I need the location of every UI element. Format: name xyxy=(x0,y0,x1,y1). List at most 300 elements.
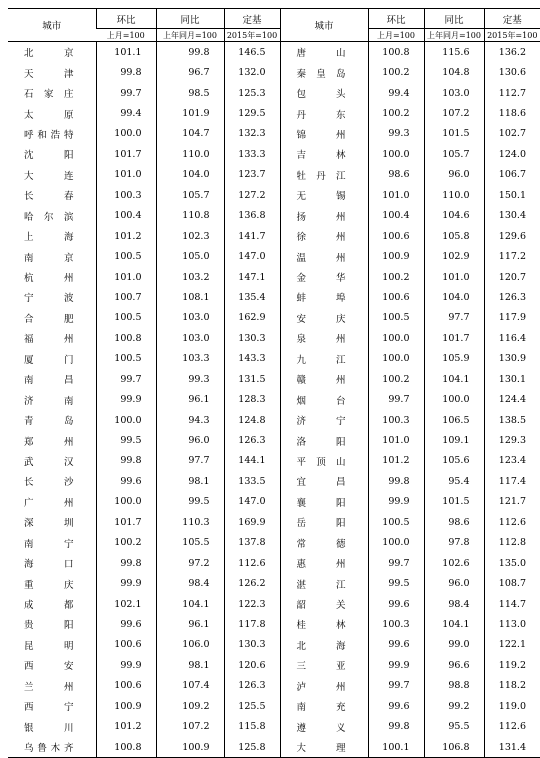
cell-left-mom: 100.7 xyxy=(96,287,156,307)
table-row xyxy=(8,226,540,246)
cell-right-yoy: 115.6 xyxy=(424,42,484,63)
table-row xyxy=(8,62,540,82)
cell-right-mom: 99.7 xyxy=(368,553,424,573)
cell-left-yoy: 96.1 xyxy=(156,614,224,634)
cell-right-city: 洛 阳 xyxy=(280,430,368,450)
cell-left-yoy: 107.2 xyxy=(156,716,224,736)
cell-right-yoy: 97.7 xyxy=(424,308,484,328)
cell-right-city: 平顶山 xyxy=(280,451,368,471)
cell-left-fixed: 146.5 xyxy=(224,42,280,63)
cell-left-yoy: 105.5 xyxy=(156,533,224,553)
cell-left-mom: 102.1 xyxy=(96,594,156,614)
cell-left-fixed: 135.4 xyxy=(224,287,280,307)
cell-left-yoy: 99.5 xyxy=(156,492,224,512)
cell-right-yoy: 96.6 xyxy=(424,655,484,675)
cell-left-yoy: 96.0 xyxy=(156,430,224,450)
cell-right-city: 大 理 xyxy=(280,737,368,758)
cell-right-city: 赣 州 xyxy=(280,369,368,389)
cell-left-city: 长 沙 xyxy=(24,477,74,489)
cell-right-fixed: 122.1 xyxy=(484,635,540,655)
cell-right-city: 徐 州 xyxy=(280,226,368,246)
cell-left-fixed: 144.1 xyxy=(224,451,280,471)
cell-right-yoy: 102.6 xyxy=(424,553,484,573)
header-yoy-right: 同比 xyxy=(424,9,484,29)
table-row xyxy=(8,308,540,328)
cell-left-mom: 99.5 xyxy=(96,430,156,450)
cell-left-yoy: 103.0 xyxy=(156,308,224,328)
cell-left-city: 哈尔滨 xyxy=(24,211,74,223)
cell-right-fixed: 130.1 xyxy=(484,369,540,389)
cell-left-yoy: 103.3 xyxy=(156,349,224,369)
cell-left-mom: 101.2 xyxy=(96,226,156,246)
cell-right-city: 泸 州 xyxy=(280,676,368,696)
header-fixed-right: 定基 xyxy=(484,9,540,29)
cell-left-mom: 99.8 xyxy=(96,451,156,471)
table-row xyxy=(8,103,540,123)
cell-right-mom: 100.5 xyxy=(368,512,424,532)
cell-right-city: 秦皇岛 xyxy=(280,62,368,82)
cell-left-city: 大 连 xyxy=(24,170,74,182)
cell-right-fixed: 150.1 xyxy=(484,185,540,205)
table-row xyxy=(8,635,540,655)
cell-left-yoy: 98.1 xyxy=(156,471,224,491)
cell-right-city: 蚌 埠 xyxy=(280,287,368,307)
cell-right-city: 韶 关 xyxy=(280,594,368,614)
cell-left-mom: 99.9 xyxy=(96,655,156,675)
cell-right-city: 南 充 xyxy=(280,696,368,716)
cell-left-city: 成 都 xyxy=(24,600,74,612)
subheader-mom-right: 上月=100 xyxy=(368,29,424,42)
cell-right-fixed: 130.6 xyxy=(484,62,540,82)
cell-left-fixed: 125.5 xyxy=(224,696,280,716)
cell-right-mom: 100.3 xyxy=(368,410,424,430)
cell-left-mom: 99.6 xyxy=(96,471,156,491)
cell-right-city: 安 庆 xyxy=(280,308,368,328)
cell-left-yoy: 97.2 xyxy=(156,553,224,573)
table-row xyxy=(8,716,540,736)
cell-left-fixed: 125.8 xyxy=(224,737,280,758)
cell-left-mom: 100.0 xyxy=(96,410,156,430)
table-row xyxy=(8,267,540,287)
table-row xyxy=(8,410,540,430)
cell-right-yoy: 105.6 xyxy=(424,451,484,471)
cell-left-yoy: 96.7 xyxy=(156,62,224,82)
table-row xyxy=(8,533,540,553)
cell-right-city: 包 头 xyxy=(280,83,368,103)
cell-right-yoy: 101.0 xyxy=(424,267,484,287)
cell-left-yoy: 101.9 xyxy=(156,103,224,123)
cell-left-mom: 101.1 xyxy=(96,42,156,63)
cell-right-yoy: 104.8 xyxy=(424,62,484,82)
cell-right-mom: 100.4 xyxy=(368,206,424,226)
cell-right-city: 牡丹江 xyxy=(280,165,368,185)
cell-left-city: 石家庄 xyxy=(24,89,74,101)
cell-left-fixed: 141.7 xyxy=(224,226,280,246)
cell-right-city: 岳 阳 xyxy=(280,512,368,532)
header-mom-right: 环比 xyxy=(368,9,424,29)
cell-left-yoy: 98.1 xyxy=(156,655,224,675)
cell-right-city: 三 亚 xyxy=(280,655,368,675)
cell-left-mom: 99.7 xyxy=(96,369,156,389)
cell-left-mom: 99.8 xyxy=(96,62,156,82)
cell-left-fixed: 143.3 xyxy=(224,349,280,369)
cell-left-mom: 100.4 xyxy=(96,206,156,226)
subheader-mom-left: 上月=100 xyxy=(96,29,156,42)
cell-right-city: 烟 台 xyxy=(280,389,368,409)
header-city-left: 城市 xyxy=(8,9,96,42)
table-row xyxy=(8,573,540,593)
table-row xyxy=(8,389,540,409)
cell-right-mom: 100.3 xyxy=(368,614,424,634)
cell-left-fixed: 130.3 xyxy=(224,635,280,655)
table-row xyxy=(8,165,540,185)
cell-left-city: 广 州 xyxy=(24,497,74,509)
cell-left-fixed: 126.2 xyxy=(224,573,280,593)
cell-left-mom: 99.8 xyxy=(96,553,156,573)
table-row xyxy=(8,124,540,144)
cell-right-mom: 100.2 xyxy=(368,267,424,287)
cell-left-mom: 99.6 xyxy=(96,614,156,634)
cell-right-mom: 100.6 xyxy=(368,226,424,246)
cell-left-city: 济 南 xyxy=(24,395,74,407)
cell-right-mom: 99.4 xyxy=(368,83,424,103)
cell-right-yoy: 103.0 xyxy=(424,83,484,103)
cell-left-fixed: 137.8 xyxy=(224,533,280,553)
cell-left-city: 沈 阳 xyxy=(24,150,74,162)
cell-right-yoy: 101.5 xyxy=(424,492,484,512)
cell-right-mom: 100.2 xyxy=(368,369,424,389)
cell-left-fixed: 147.0 xyxy=(224,492,280,512)
cell-right-fixed: 112.8 xyxy=(484,533,540,553)
table-row xyxy=(8,144,540,164)
cell-left-fixed: 130.3 xyxy=(224,328,280,348)
table-row xyxy=(8,655,540,675)
cell-left-mom: 100.9 xyxy=(96,696,156,716)
cell-right-city: 北 海 xyxy=(280,635,368,655)
cell-right-fixed: 124.4 xyxy=(484,389,540,409)
table-row xyxy=(8,287,540,307)
subheader-yoy-left: 上年同月=100 xyxy=(156,29,224,42)
cell-right-fixed: 117.2 xyxy=(484,246,540,266)
table-row xyxy=(8,696,540,716)
cell-left-mom: 101.7 xyxy=(96,512,156,532)
cell-left-fixed: 120.6 xyxy=(224,655,280,675)
cell-right-mom: 100.2 xyxy=(368,62,424,82)
cell-left-yoy: 104.0 xyxy=(156,165,224,185)
cell-right-mom: 100.2 xyxy=(368,103,424,123)
cell-left-fixed: 128.3 xyxy=(224,389,280,409)
cell-left-yoy: 94.3 xyxy=(156,410,224,430)
table-row xyxy=(8,451,540,471)
cell-left-city: 西 宁 xyxy=(24,702,74,714)
cell-left-city: 长 春 xyxy=(24,191,74,203)
cell-right-city: 吉 林 xyxy=(280,144,368,164)
cell-left-city: 贵 阳 xyxy=(24,620,74,632)
table-row xyxy=(8,42,540,63)
cell-right-city: 无 锡 xyxy=(280,185,368,205)
cell-left-mom: 100.5 xyxy=(96,308,156,328)
cell-left-fixed: 123.7 xyxy=(224,165,280,185)
cell-right-fixed: 119.0 xyxy=(484,696,540,716)
cell-right-yoy: 95.5 xyxy=(424,716,484,736)
cell-right-yoy: 104.1 xyxy=(424,369,484,389)
cell-right-yoy: 101.7 xyxy=(424,328,484,348)
cell-left-yoy: 99.8 xyxy=(156,42,224,63)
cell-right-fixed: 112.7 xyxy=(484,83,540,103)
cell-right-fixed: 138.5 xyxy=(484,410,540,430)
cell-right-fixed: 112.6 xyxy=(484,716,540,736)
cell-left-mom: 101.0 xyxy=(96,267,156,287)
cell-left-mom: 101.2 xyxy=(96,716,156,736)
cell-left-mom: 100.0 xyxy=(96,124,156,144)
cell-right-mom: 101.0 xyxy=(368,185,424,205)
cell-right-yoy: 109.1 xyxy=(424,430,484,450)
cell-right-yoy: 105.7 xyxy=(424,144,484,164)
cell-right-yoy: 99.2 xyxy=(424,696,484,716)
cell-left-yoy: 99.3 xyxy=(156,369,224,389)
cell-left-city: 重 庆 xyxy=(24,579,74,591)
cell-left-yoy: 98.4 xyxy=(156,573,224,593)
cell-left-city: 昆 明 xyxy=(24,640,74,652)
cell-left-fixed: 162.9 xyxy=(224,308,280,328)
cell-left-fixed: 136.8 xyxy=(224,206,280,226)
cell-right-fixed: 118.2 xyxy=(484,676,540,696)
table-row xyxy=(8,430,540,450)
cell-right-fixed: 102.7 xyxy=(484,124,540,144)
cell-left-yoy: 108.1 xyxy=(156,287,224,307)
header-city-right: 城市 xyxy=(280,9,368,42)
cell-right-fixed: 129.3 xyxy=(484,430,540,450)
cell-right-fixed: 113.0 xyxy=(484,614,540,634)
cell-right-yoy: 98.8 xyxy=(424,676,484,696)
cell-right-yoy: 110.0 xyxy=(424,185,484,205)
cell-right-city: 温 州 xyxy=(280,246,368,266)
cell-right-fixed: 129.6 xyxy=(484,226,540,246)
cell-right-city: 常 德 xyxy=(280,533,368,553)
cell-left-city: 深 圳 xyxy=(24,518,74,530)
cell-right-city: 丹 东 xyxy=(280,103,368,123)
cell-left-mom: 101.0 xyxy=(96,165,156,185)
cell-right-city: 金 华 xyxy=(280,267,368,287)
cell-left-yoy: 104.7 xyxy=(156,124,224,144)
cell-left-mom: 100.6 xyxy=(96,676,156,696)
cell-left-yoy: 100.9 xyxy=(156,737,224,758)
cell-right-mom: 98.6 xyxy=(368,165,424,185)
cell-right-yoy: 104.0 xyxy=(424,287,484,307)
cell-left-city: 呼和浩特 xyxy=(24,129,74,141)
cell-left-fixed: 115.8 xyxy=(224,716,280,736)
cell-right-mom: 99.6 xyxy=(368,696,424,716)
cell-right-mom: 99.5 xyxy=(368,573,424,593)
cell-right-yoy: 101.5 xyxy=(424,124,484,144)
cell-left-yoy: 103.2 xyxy=(156,267,224,287)
table-row xyxy=(8,676,540,696)
cell-left-mom: 100.0 xyxy=(96,492,156,512)
cell-right-fixed: 135.0 xyxy=(484,553,540,573)
cell-left-fixed: 127.2 xyxy=(224,185,280,205)
cell-right-yoy: 105.8 xyxy=(424,226,484,246)
table-row xyxy=(8,594,540,614)
cell-left-city: 太 原 xyxy=(24,109,74,121)
cell-right-fixed: 117.4 xyxy=(484,471,540,491)
cell-right-mom: 99.7 xyxy=(368,389,424,409)
cell-left-fixed: 147.1 xyxy=(224,267,280,287)
cell-right-mom: 99.8 xyxy=(368,471,424,491)
cell-left-yoy: 110.0 xyxy=(156,144,224,164)
cell-right-yoy: 98.6 xyxy=(424,512,484,532)
cell-left-city: 西 安 xyxy=(24,661,74,673)
cell-right-city: 九 江 xyxy=(280,349,368,369)
cell-left-city: 合 肥 xyxy=(24,313,74,325)
cell-right-mom: 100.8 xyxy=(368,42,424,63)
cell-right-yoy: 106.8 xyxy=(424,737,484,758)
cell-right-fixed: 126.3 xyxy=(484,287,540,307)
cell-left-fixed: 133.3 xyxy=(224,144,280,164)
cell-left-city: 宁 波 xyxy=(24,293,74,305)
cell-right-fixed: 118.6 xyxy=(484,103,540,123)
cell-right-yoy: 95.4 xyxy=(424,471,484,491)
cell-left-fixed: 133.5 xyxy=(224,471,280,491)
cell-right-mom: 99.9 xyxy=(368,655,424,675)
cell-right-fixed: 116.4 xyxy=(484,328,540,348)
cell-left-city: 上 海 xyxy=(24,232,74,244)
cell-left-fixed: 169.9 xyxy=(224,512,280,532)
cell-left-mom: 100.8 xyxy=(96,328,156,348)
cell-right-fixed: 136.2 xyxy=(484,42,540,63)
cell-left-fixed: 147.0 xyxy=(224,246,280,266)
cell-left-fixed: 122.3 xyxy=(224,594,280,614)
cell-right-city: 惠 州 xyxy=(280,553,368,573)
cell-left-fixed: 132.0 xyxy=(224,62,280,82)
table-row xyxy=(8,328,540,348)
cell-right-fixed: 131.4 xyxy=(484,737,540,758)
cell-left-mom: 100.6 xyxy=(96,635,156,655)
cell-right-mom: 100.5 xyxy=(368,308,424,328)
cell-right-yoy: 107.2 xyxy=(424,103,484,123)
table-row xyxy=(8,614,540,634)
cell-left-yoy: 102.3 xyxy=(156,226,224,246)
cell-left-city: 银 川 xyxy=(24,722,74,734)
cell-right-fixed: 106.7 xyxy=(484,165,540,185)
table-row xyxy=(8,512,540,532)
table-row xyxy=(8,737,540,758)
table-row xyxy=(8,246,540,266)
table-row xyxy=(8,185,540,205)
cell-right-mom: 99.7 xyxy=(368,676,424,696)
cell-right-mom: 99.6 xyxy=(368,594,424,614)
cell-right-city: 桂 林 xyxy=(280,614,368,634)
table-body xyxy=(8,42,540,758)
cell-left-city: 南 京 xyxy=(24,252,74,264)
cell-left-fixed: 126.3 xyxy=(224,676,280,696)
cell-right-mom: 99.8 xyxy=(368,716,424,736)
cell-left-yoy: 96.1 xyxy=(156,389,224,409)
cell-right-mom: 99.3 xyxy=(368,124,424,144)
cell-right-fixed: 117.9 xyxy=(484,308,540,328)
cell-right-yoy: 96.0 xyxy=(424,165,484,185)
cell-right-fixed: 112.6 xyxy=(484,512,540,532)
cell-left-fixed: 112.6 xyxy=(224,553,280,573)
subheader-yoy-right: 上年同月=100 xyxy=(424,29,484,42)
cell-left-city: 厦 门 xyxy=(24,354,74,366)
cell-right-yoy: 98.4 xyxy=(424,594,484,614)
cell-right-mom: 101.2 xyxy=(368,451,424,471)
header-fixed-left: 定基 xyxy=(224,9,280,29)
cell-left-mom: 100.2 xyxy=(96,533,156,553)
price-index-table xyxy=(8,8,540,758)
cell-left-fixed: 125.3 xyxy=(224,83,280,103)
cell-left-mom: 100.8 xyxy=(96,737,156,758)
cell-left-mom: 100.5 xyxy=(96,246,156,266)
cell-right-yoy: 99.0 xyxy=(424,635,484,655)
cell-left-yoy: 105.7 xyxy=(156,185,224,205)
cell-left-yoy: 110.3 xyxy=(156,512,224,532)
cell-right-yoy: 104.1 xyxy=(424,614,484,634)
cell-right-fixed: 130.4 xyxy=(484,206,540,226)
cell-right-yoy: 105.9 xyxy=(424,349,484,369)
cell-right-city: 遵 义 xyxy=(280,716,368,736)
cell-left-city: 武 汉 xyxy=(24,456,74,468)
cell-right-fixed: 124.0 xyxy=(484,144,540,164)
cell-right-city: 湛 江 xyxy=(280,573,368,593)
cell-left-yoy: 105.0 xyxy=(156,246,224,266)
cell-right-city: 济 宁 xyxy=(280,410,368,430)
cell-right-mom: 100.0 xyxy=(368,533,424,553)
table-row xyxy=(8,349,540,369)
cell-right-city: 锦 州 xyxy=(280,124,368,144)
cell-right-mom: 100.0 xyxy=(368,349,424,369)
cell-right-city: 唐 山 xyxy=(280,42,368,63)
cell-left-fixed: 129.5 xyxy=(224,103,280,123)
cell-right-mom: 100.0 xyxy=(368,328,424,348)
cell-right-fixed: 121.7 xyxy=(484,492,540,512)
cell-left-mom: 101.7 xyxy=(96,144,156,164)
cell-right-mom: 99.9 xyxy=(368,492,424,512)
cell-left-yoy: 97.7 xyxy=(156,451,224,471)
cell-left-yoy: 103.0 xyxy=(156,328,224,348)
cell-left-mom: 100.3 xyxy=(96,185,156,205)
table-row xyxy=(8,369,540,389)
cell-left-fixed: 126.3 xyxy=(224,430,280,450)
subheader-fixed-right: 2015年=100 xyxy=(484,29,540,42)
table-row xyxy=(8,206,540,226)
cell-right-city: 泉 州 xyxy=(280,328,368,348)
cell-right-city: 襄 阳 xyxy=(280,492,368,512)
cell-right-fixed: 108.7 xyxy=(484,573,540,593)
cell-right-fixed: 123.4 xyxy=(484,451,540,471)
cell-left-yoy: 110.8 xyxy=(156,206,224,226)
cell-left-city: 天 津 xyxy=(24,68,74,80)
cell-left-city: 海 口 xyxy=(24,559,74,571)
header-yoy-left: 同比 xyxy=(156,9,224,29)
header-row xyxy=(8,9,540,29)
cell-left-city: 杭 州 xyxy=(24,273,74,285)
cell-left-yoy: 106.0 xyxy=(156,635,224,655)
cell-left-city: 青 岛 xyxy=(24,416,74,428)
cell-left-mom: 99.9 xyxy=(96,389,156,409)
cell-right-yoy: 104.6 xyxy=(424,206,484,226)
cell-left-city: 乌鲁木齐 xyxy=(24,743,74,755)
cell-left-mom: 99.4 xyxy=(96,103,156,123)
cell-right-yoy: 100.0 xyxy=(424,389,484,409)
cell-right-fixed: 120.7 xyxy=(484,267,540,287)
cell-right-fixed: 130.9 xyxy=(484,349,540,369)
cell-right-yoy: 106.5 xyxy=(424,410,484,430)
cell-right-mom: 99.6 xyxy=(368,635,424,655)
cell-left-fixed: 131.5 xyxy=(224,369,280,389)
table-row xyxy=(8,83,540,103)
table-row xyxy=(8,553,540,573)
